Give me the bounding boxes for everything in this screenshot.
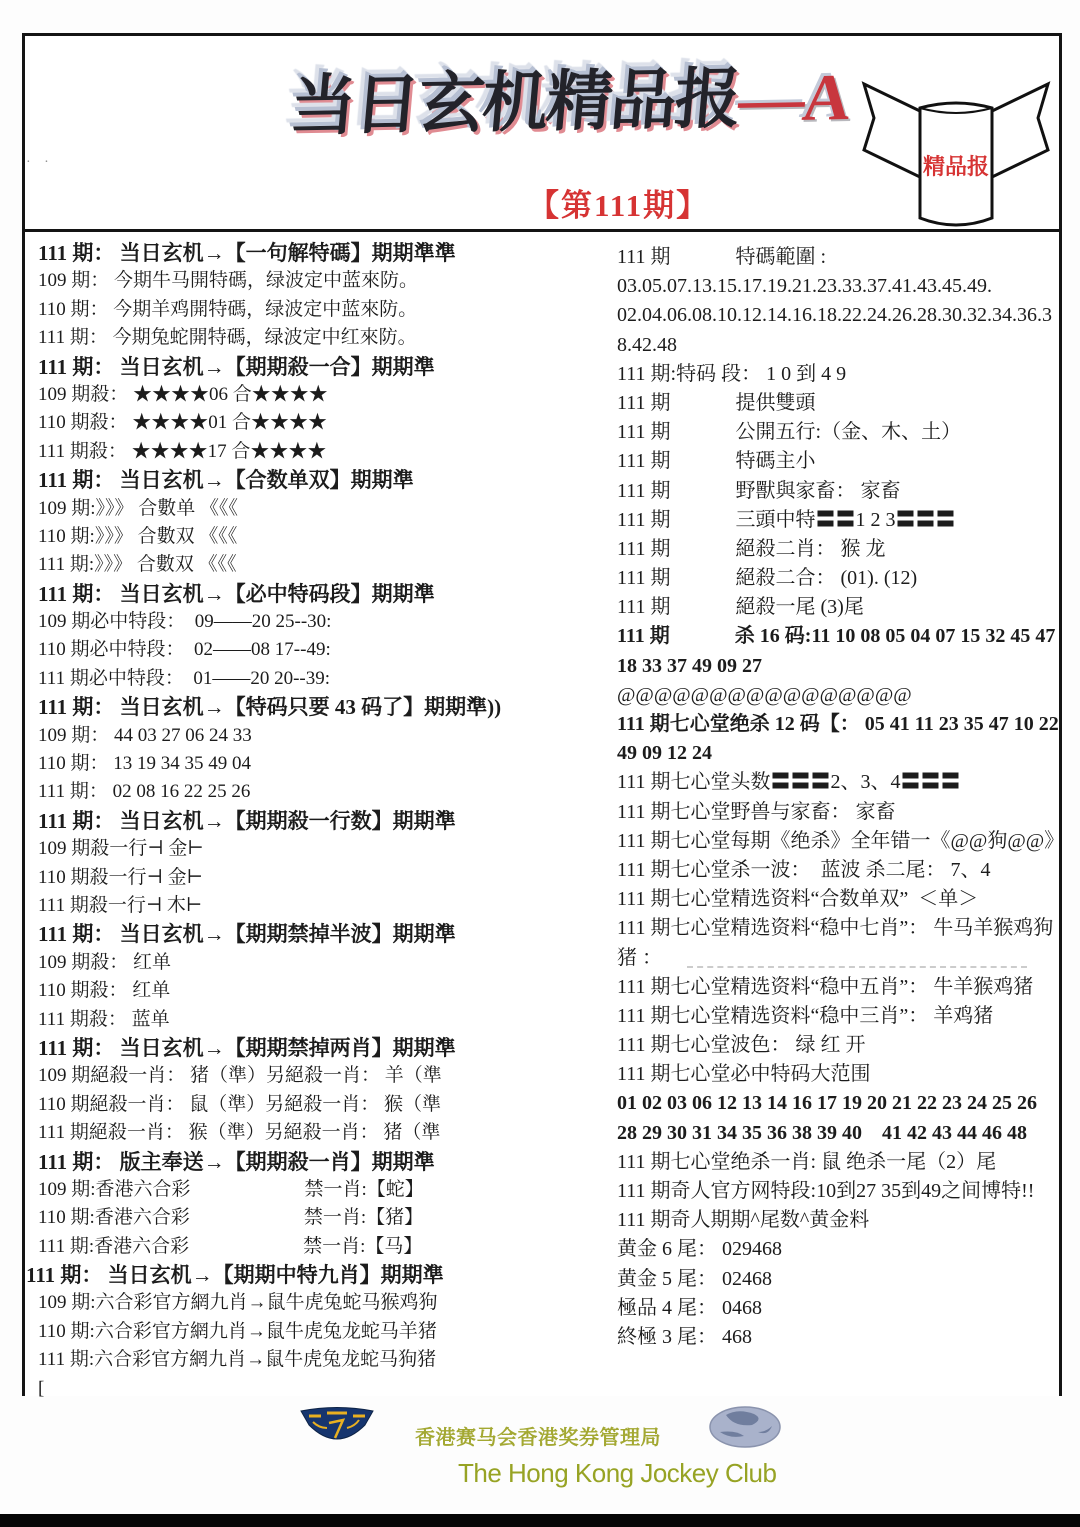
text-line: 110 期:香港六合彩 禁一肖:【猪】: [38, 1207, 424, 1229]
text-line: 109 期： 44 03 27 06 24 33: [38, 724, 252, 746]
text-line: 8.42.48: [617, 333, 677, 356]
text-line: 111 期： 今期兔蛇開特碼，绿波定中红來防。: [38, 327, 417, 349]
text-line: 極品 4 尾： 0468: [617, 1296, 762, 1319]
text-line: 111 期七心堂杀一波： 蓝波 杀二尾： 7、4: [617, 858, 991, 881]
text-line: 110 期:》》》 合數双 《《《: [38, 525, 238, 547]
text-line: 109 期殺一行⊣ 金⊢: [38, 838, 204, 860]
text-line: 猪 ：: [617, 944, 1065, 973]
right-column: [617, 243, 1065, 1352]
text-line: 28 29 30 31 34 35 36 38 39 40 41 42 43 44 46 48: [617, 1121, 1027, 1144]
text-line: 111 期七心堂精选资料“稳中五肖”： 牛羊猴鸡猪: [617, 975, 1034, 998]
text-line: 111 期:香港六合彩 禁一肖:【马】: [38, 1235, 423, 1257]
text-line: 109 期:》》》 合數单 《《《: [38, 497, 239, 519]
text-line: 111 期： 02 08 16 22 25 26: [38, 781, 251, 803]
text-line: 111 期奇人官方网特段:10到27 35到49之间博特!!: [617, 1180, 1035, 1202]
text-line: 111 期七心堂必中特码大范围: [617, 1063, 871, 1086]
text-line: 109 期:六合彩官方網九肖→鼠牛虎兔蛇马猴鸡狗: [38, 1292, 438, 1314]
text-line: 111 期殺： ★★★★17 合★★★★: [38, 440, 327, 462]
text-line: 110 期： 13 19 34 35 49 04: [38, 753, 252, 775]
text-line: 111 期奇人期期^尾数^黄金料: [617, 1209, 870, 1232]
text-line: 111 期 絕殺二合： (01). (12): [617, 567, 918, 590]
text-line: @@@@@@@@@@@@@@@@: [617, 683, 912, 706]
text-line: 111 期： 当日玄机→【一句解特碼】期期準準: [38, 241, 456, 265]
text-line: 111 期： 当日玄机→【必中特码段】期期準: [38, 581, 435, 606]
text-line: 111 期： 当日玄机→【特码只要 43 码了】期期準)): [38, 695, 502, 720]
flag-label: 精品报: [922, 154, 990, 179]
text-line: 110 期絕殺一肖： 鼠（準）另絕殺一肖： 猴（準: [38, 1093, 442, 1115]
text-line: 01 02 03 06 12 13 14 16 17 19 20 21 22 23 24 25 26: [617, 1092, 1037, 1115]
text-line: 111 期： 当日玄机→【期期殺一合】期期準: [38, 354, 435, 379]
jockey-club-emblem-icon: [299, 1406, 375, 1450]
text-line: 111 期： 版主奉送→【期期殺一肖】期期準: [38, 1149, 435, 1174]
text-line: 黄金 6 尾： 029468: [617, 1238, 782, 1261]
text-line: 111 期： 当日玄机→【期期禁掉半波】期期準: [38, 922, 456, 947]
scan-artifact-dots: · ·: [26, 155, 54, 170]
text-line: 111 期： 当日玄机→【期期殺一行数】期期準: [38, 808, 456, 833]
text-line: 111 期七心堂精选资料“稳中三肖”： 羊鸡猪: [617, 1004, 994, 1027]
text-line: 109 期殺： 红单: [38, 951, 172, 973]
text-line: 109 期： 今期牛马開特碼，绿波定中蓝來防。: [38, 270, 419, 292]
text-line: 111 期 公開五行:（金、木、土）: [617, 421, 962, 444]
text-line: 111 期 杀 16 码:11 10 08 05 04 07 15 32 45 47: [617, 625, 1056, 648]
text-line: 111 期七心堂每期《绝杀》全年错一《@@狗@@》: [617, 829, 1065, 852]
text-line: 111 期： 当日玄机→【期期禁掉两肖】期期準: [38, 1035, 456, 1060]
text-line: 111 期： 当日玄机→【期期中特九肖】期期準: [26, 1263, 444, 1288]
text-line: 111 期 野獸與家畜： 家畜: [617, 479, 901, 502]
text-line: 110 期殺： ★★★★01 合★★★★: [38, 412, 328, 434]
text-line: 03.05.07.13.15.17.19.21.23.33.37.41.43.45.49.: [617, 275, 992, 298]
text-line: 111 期 特碼範圍 :: [617, 246, 827, 268]
jockey-club-english-name: The Hong Kong Jockey Club: [458, 1458, 777, 1488]
text-line: 110 期殺一行⊣ 金⊢: [38, 866, 203, 888]
text-line: 111 期:六合彩官方網九肖→鼠牛虎兔龙蛇马狗猪: [38, 1349, 437, 1371]
text-line: 110 期:六合彩官方網九肖→鼠牛虎兔龙蛇马羊猪: [38, 1320, 437, 1342]
text-line: 111 期 三頭中特〓〓1 2 3〓〓〓: [617, 508, 956, 531]
issue-label: 【第111期】: [528, 188, 710, 223]
text-line: 終極 3 尾： 468: [617, 1325, 752, 1348]
text-line: 109 期殺： ★★★★06 合★★★★: [38, 383, 328, 405]
text-line: 111 期七心堂波色： 绿 红 开: [617, 1034, 866, 1057]
text-line: 109 期絕殺一肖： 猪（準）另絕殺一肖： 羊（準: [38, 1065, 442, 1087]
text-line: 111 期七心堂精选资料“合数单双” ＜单＞: [617, 888, 979, 911]
text-line: 111 期:》》》 合數双 《《《: [38, 554, 237, 576]
text-line: 111 期 絕殺二肖： 猴 龙: [617, 537, 886, 560]
text-line: 110 期殺： 红单: [38, 980, 171, 1002]
flag-right-wing: [990, 84, 1048, 178]
text-line: 111 期七心堂绝杀 12 码【： 05 41 11 23 35 47 10 22: [617, 713, 1059, 735]
left-column: [26, 239, 618, 1403]
text-line: 111 期七心堂绝杀一肖: 鼠 绝杀一尾（2）尾: [617, 1150, 997, 1173]
page-bottom-rule: [0, 1514, 1080, 1527]
page-title-suffix: —A: [735, 61, 852, 137]
text-line: 111 期 絕殺一尾 (3)尾: [617, 596, 864, 619]
globe-icon: [708, 1406, 782, 1450]
text-line: 18 33 37 49 09 27: [617, 654, 762, 677]
text-line: 111 期 特碼主小: [617, 450, 816, 473]
text-line: 111 期殺一行⊣ 木⊢: [38, 894, 203, 916]
text-line: 110 期必中特段： 02——08 17--49:: [38, 639, 331, 661]
text-line: 02.04.06.08.10.12.14.16.18.22.24.26.28.30.32.34.36.3: [617, 304, 1052, 327]
text-line: 110 期： 今期羊鸡開特碼，绿波定中蓝來防。: [38, 298, 418, 320]
text-line: 111 期七心堂精选资料“稳中七肖”： 牛马羊猴鸡狗: [617, 917, 1054, 940]
flag-left-wing: [864, 84, 922, 178]
jockey-club-chinese-name: 香港赛马会香港奖券管理局: [415, 1427, 661, 1449]
text-line: 111 期殺： 蓝单: [38, 1008, 170, 1030]
page-title-main: 当日玄机精品报: [286, 63, 743, 144]
text-line: 111 期 提供雙頭: [617, 391, 816, 414]
page-title: [220, 42, 919, 149]
text-line: [: [38, 1377, 45, 1399]
text-line: 111 期七心堂野兽与家畜： 家畜: [617, 800, 896, 823]
text-line: 111 期:特码 段： 1 0 到 4 9: [617, 362, 847, 385]
text-line: 109 期必中特段： 09——20 25--30:: [38, 611, 332, 633]
text-line: 49 09 12 24: [617, 742, 712, 765]
text-line: 111 期必中特段： 01——20 20--39:: [38, 667, 331, 689]
text-line: 111 期： 当日玄机→【合数单双】期期準: [38, 468, 414, 493]
banner-flag-graphic: [858, 76, 1054, 234]
text-line: 111 期絕殺一肖： 猴（準）另絕殺一肖： 猪（準: [38, 1122, 441, 1144]
text-line: 111 期七心堂头数〓〓〓2、3、4〓〓〓: [617, 771, 961, 794]
text-line: 109 期:香港六合彩 禁一肖:【蛇】: [38, 1178, 424, 1200]
text-line: 黄金 5 尾： 02468: [617, 1267, 772, 1290]
